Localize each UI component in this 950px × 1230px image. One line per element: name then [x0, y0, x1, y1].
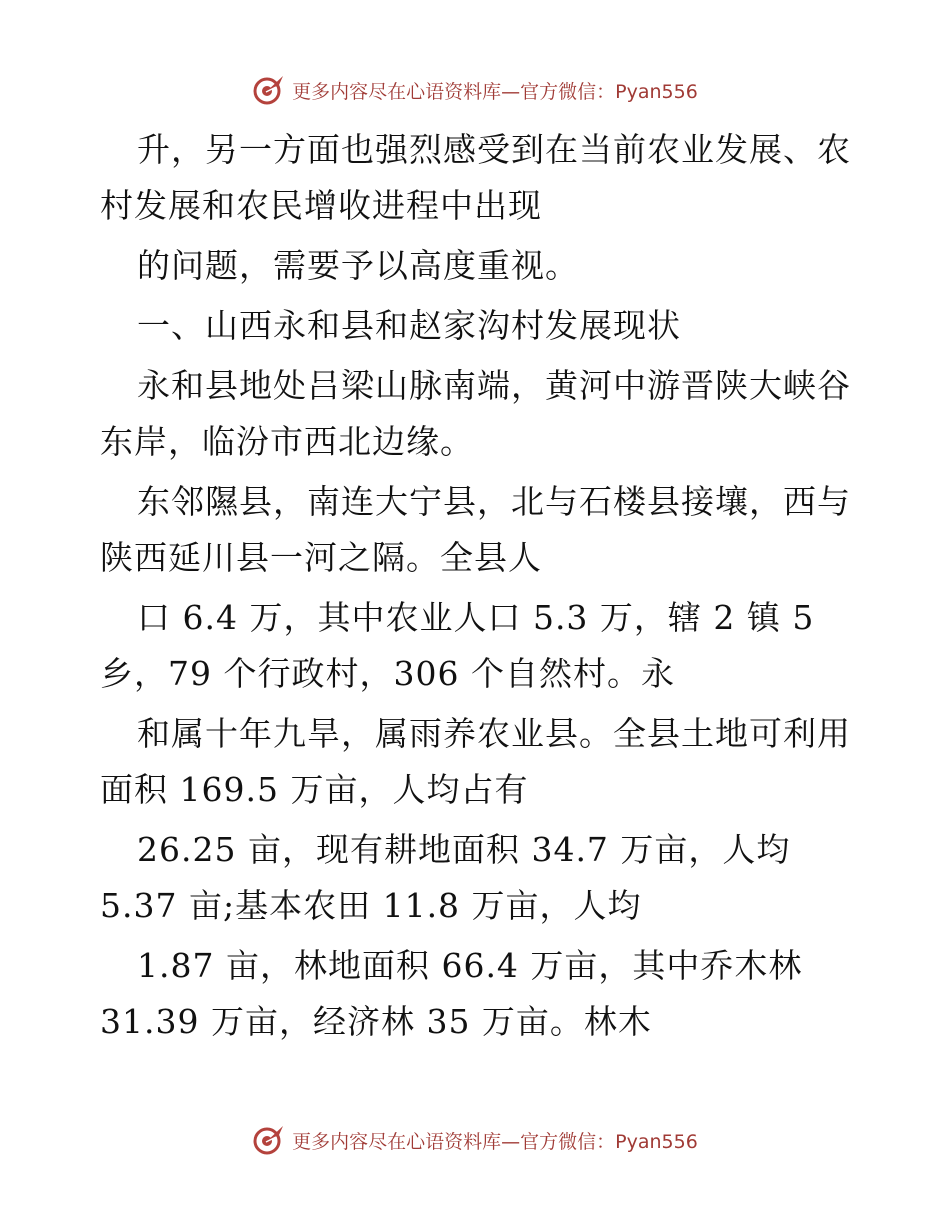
body-line: 5.37 亩;基本农田 11.8 万亩，人均	[100, 886, 642, 925]
quill-logo-icon	[252, 73, 286, 107]
body-line: 1.87 亩，林地面积 66.4 万亩，其中乔木林	[137, 946, 803, 985]
body-line: 东邻隰县，南连大宁县，北与石楼县接壤，西与	[137, 482, 851, 521]
footer-banner-text: 更多内容尽在心语资料库—官方微信：Pyan556	[292, 1130, 698, 1153]
header-banner	[0, 70, 950, 110]
body-line: 26.25 亩，现有耕地面积 34.7 万亩，人均	[137, 830, 791, 869]
body-line: 面积 169.5 万亩，人均占有	[100, 770, 529, 809]
body-line: 和属十年九旱，属雨养农业县。全县土地可利用	[137, 714, 851, 753]
header-banner-text: 更多内容尽在心语资料库—官方微信：Pyan556	[292, 80, 698, 103]
body-line: 口 6.4 万，其中农业人口 5.3 万，辖 2 镇 5	[137, 598, 815, 637]
body-line: 的问题，需要予以高度重视。	[137, 246, 579, 285]
body-line: 陕西延川县一河之隔。全县人	[100, 538, 542, 577]
body-line: 村发展和农民增收进程中出现	[100, 186, 542, 225]
body-line: 升，另一方面也强烈感受到在当前农业发展、农	[137, 130, 851, 169]
body-line: 东岸，临汾市西北边缘。	[100, 422, 474, 461]
quill-logo-icon	[252, 1123, 286, 1157]
body-line: 31.39 万亩，经济林 35 万亩。林木	[100, 1002, 652, 1041]
body-line: 永和县地处吕梁山脉南端，黄河中游晋陕大峡谷	[137, 366, 851, 405]
section-heading: 一、山西永和县和赵家沟村发展现状	[137, 306, 681, 345]
footer-banner	[0, 1120, 950, 1160]
body-line: 乡，79 个行政村，306 个自然村。永	[100, 654, 675, 693]
